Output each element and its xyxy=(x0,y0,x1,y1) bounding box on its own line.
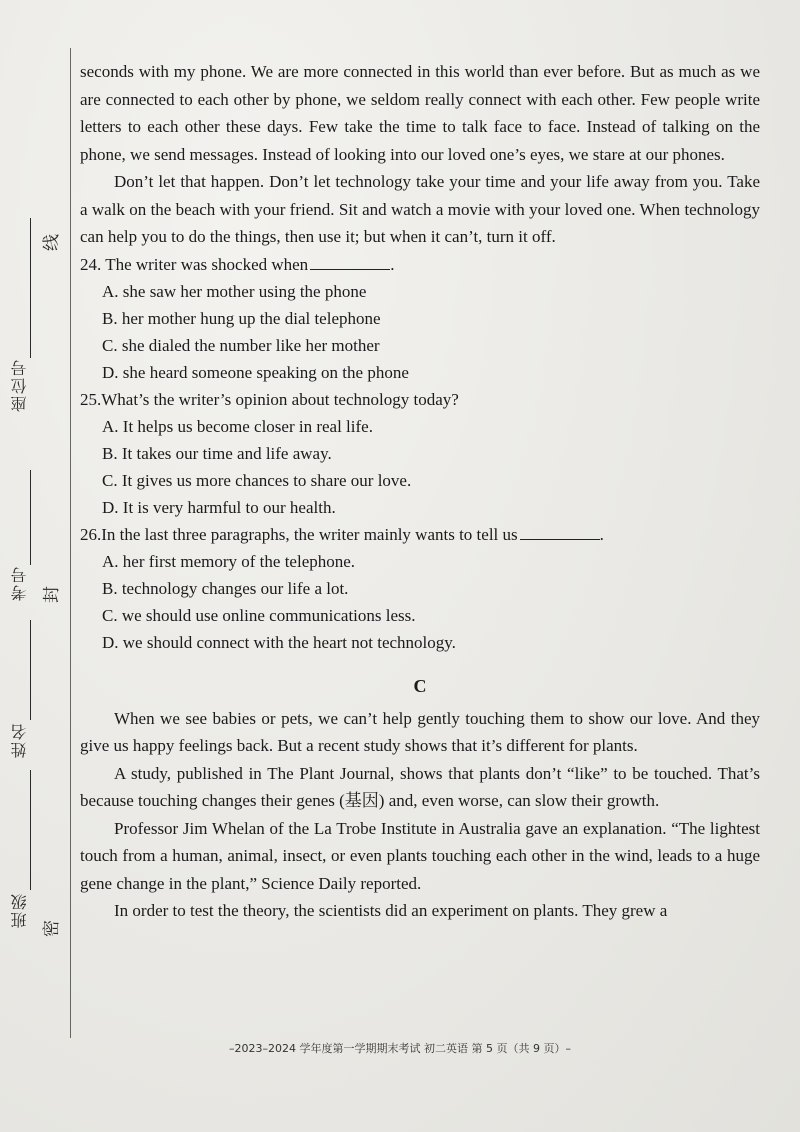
option-a: A. she saw her mother using the phone xyxy=(102,281,367,301)
option-b: B. her mother hung up the dial telephone xyxy=(102,308,381,328)
option-b: B. It takes our time and life away. xyxy=(102,443,332,463)
section-title: C xyxy=(413,675,427,696)
question-25 xyxy=(80,386,760,521)
question-stem-text: 24. The writer was shocked when xyxy=(80,254,309,274)
option-b: B. technology changes our life a lot. xyxy=(102,578,349,598)
seal-mark-seal: 封 xyxy=(42,587,59,607)
option-d: D. she heard someone speaking on the phone xyxy=(102,362,409,382)
class-label: 班级 xyxy=(10,892,29,928)
option-a: A. her first memory of the telephone. xyxy=(102,551,356,571)
option-c: C. she dialed the number like her mother xyxy=(102,335,380,355)
seal-mark-secret: 密 xyxy=(42,921,59,941)
option-c: C. It gives us more chances to share our love. xyxy=(102,470,412,490)
page-footer: –2023–2024 学年度第一学期期末考试 初二英语 第 5 页（共 9 页）– xyxy=(229,1042,571,1055)
class-fill-line xyxy=(30,770,31,890)
question-26 xyxy=(80,521,760,656)
question-stem xyxy=(80,251,760,278)
passage-c-paragraph: When we see babies or pets, we can’t help gently touching them to show our love. And they give us happy feelings back. But a recent study shows that it’s different for plants. xyxy=(80,708,760,755)
question-24 xyxy=(80,251,760,386)
question-stem-end: . xyxy=(390,254,395,274)
exam-no-fill-line xyxy=(30,470,31,565)
answer-blank xyxy=(520,539,600,540)
passage-c-paragraph: Professor Jim Whelan of the La Trobe Institute in Australia gave an explanation. “The lightest touch from a human, animal, insect, or even plants touching each other in the wind, leads to a huge gene change in the plant,” Science Daily reported. xyxy=(80,818,760,893)
exam-content xyxy=(80,58,760,925)
seat-label: 座位号 xyxy=(10,358,29,412)
option-d: D. we should connect with the heart not technology. xyxy=(102,632,456,652)
binding-margin-rule xyxy=(70,48,71,1038)
question-stem-end: . xyxy=(599,524,604,544)
exam-no-label: 考号 xyxy=(10,565,29,601)
option-a: A. It helps us become closer in real life. xyxy=(102,416,373,436)
option-d: D. It is very harmful to our health. xyxy=(102,497,336,517)
passage-b-paragraph: Don’t let that happen. Don’t let technology take your time and your life away from you. Take a walk on the beach with your friend. Sit and watch a movie with your loved one. When technology can help you to do the things, then use it; but when it can’t, turn it off. xyxy=(80,172,760,246)
seal-mark-line: 线 xyxy=(42,235,59,255)
passage-c-paragraph: In order to test the theory, the scientists did an experiment on plants. They grew a xyxy=(114,901,668,920)
question-stem xyxy=(80,521,760,548)
name-fill-line xyxy=(30,620,31,720)
name-label: 姓名 xyxy=(10,722,29,758)
passage-c-paragraph: A study, published in The Plant Journal, shows that plants don’t “like” to be touched. That’s because touching changes their genes (基因) and, even worse, can slow their growth. xyxy=(80,763,760,810)
question-stem-text: 26.In the last three paragraphs, the writer mainly wants to tell us xyxy=(80,524,518,544)
question-stem: 25.What’s the writer’s opinion about technology today? xyxy=(80,389,459,409)
answer-blank xyxy=(310,269,390,270)
passage-b-paragraph: seconds with my phone. We are more connected in this world than ever before. But as much as we are connected to each other by phone, we seldom really connect with each other. Few people write letters to each other these days. Few take the time to talk face to face. Instead of talking on the phone, we send messages. Instead of looking into our loved one’s eyes, we stare at our phones. xyxy=(80,62,760,164)
option-c: C. we should use online communications less. xyxy=(102,605,416,625)
seat-fill-line xyxy=(30,218,31,358)
